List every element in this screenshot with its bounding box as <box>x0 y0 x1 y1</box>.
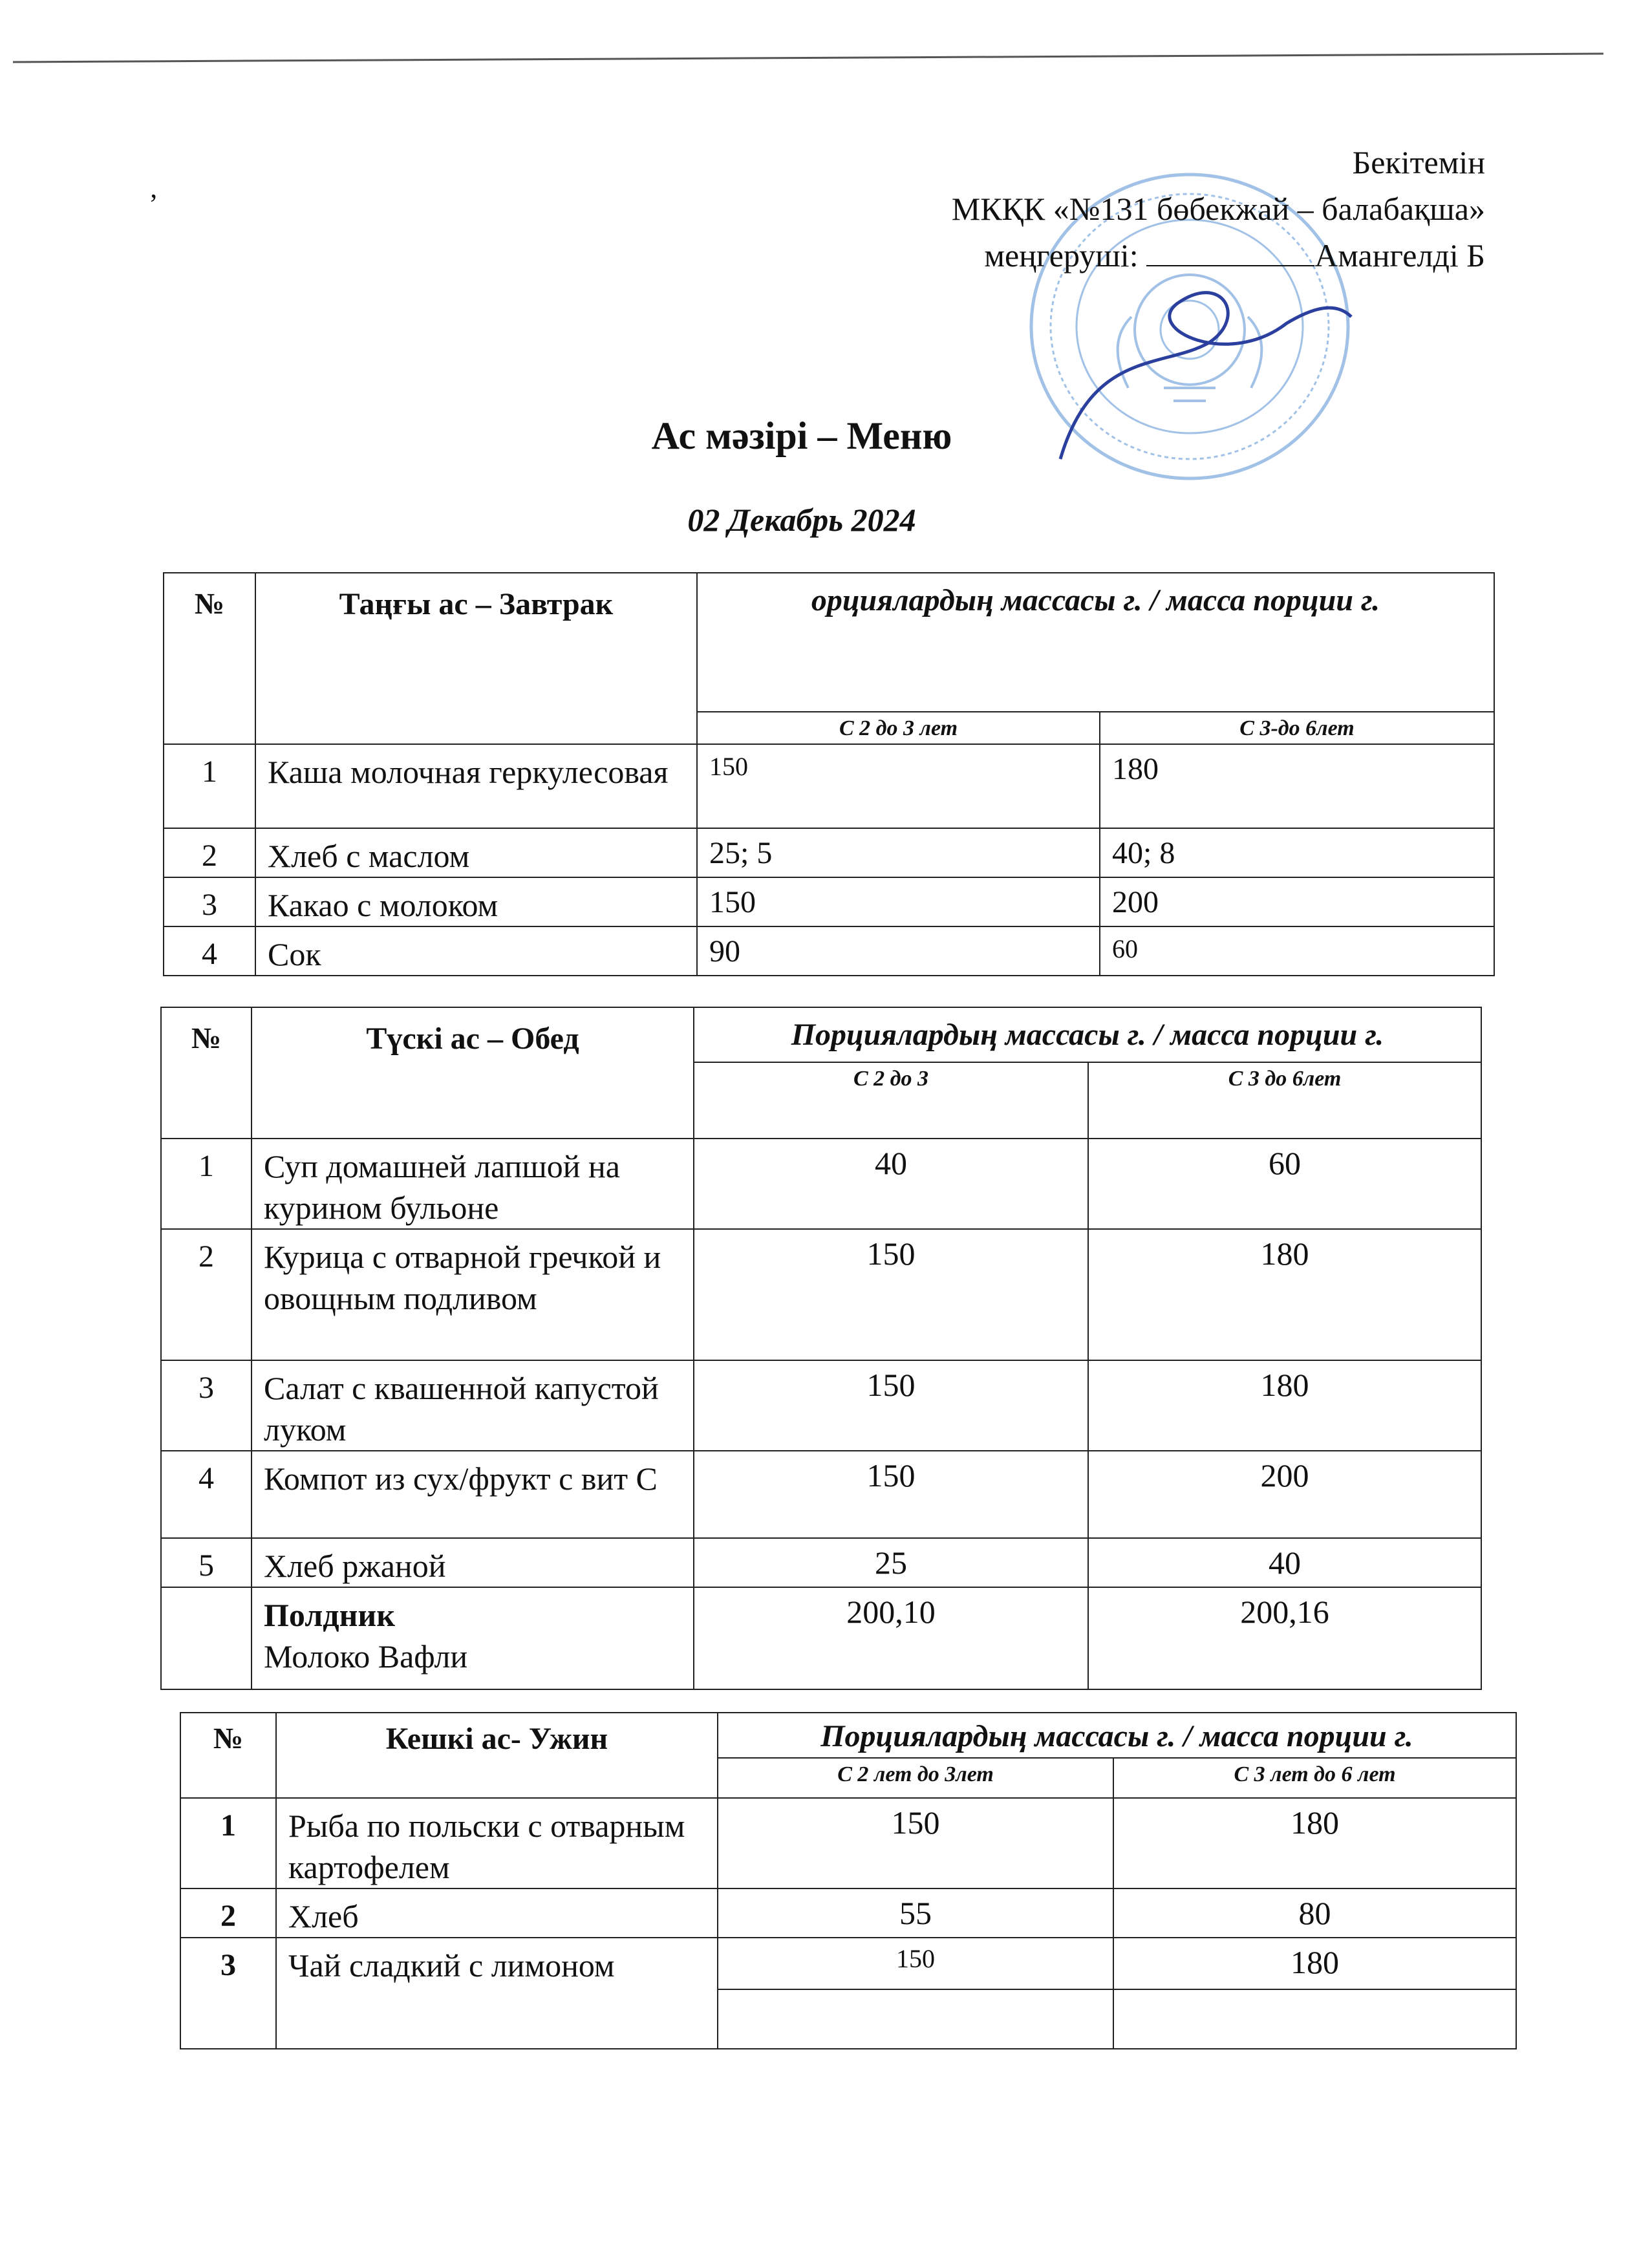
column-number-header: № <box>180 1713 276 1798</box>
portion-age-1: 150 <box>694 1229 1088 1360</box>
dinner-header: Кешкі ас- Ужин <box>276 1713 718 1798</box>
row-number: 2 <box>164 828 255 877</box>
portion-age-1: 90 <box>697 926 1100 976</box>
table-row <box>161 1139 1481 1229</box>
portion-age-2: 180 <box>1088 1360 1481 1451</box>
dinner-table <box>180 1712 1517 2049</box>
dish-name: Суп домашней лапшой на курином бульоне <box>252 1139 694 1229</box>
table-row <box>180 1938 1516 1989</box>
portion-age-1: 25; 5 <box>697 828 1100 877</box>
row-number: 1 <box>161 1139 252 1229</box>
portion-age-2: 60 <box>1100 926 1494 976</box>
table-row <box>180 1798 1516 1888</box>
portion-mass-header: Порциялардың массасы г. / масса порции г. <box>718 1713 1516 1758</box>
portion-age-2: 80 <box>1113 1888 1516 1938</box>
scan-top-border <box>13 53 1603 63</box>
portion-mass-header: орциялардың массасы г. / масса порции г. <box>697 573 1494 712</box>
row-number-empty <box>161 1587 252 1689</box>
dish-name: Сок <box>255 926 697 976</box>
column-number-header: № <box>164 573 255 744</box>
dish-name: Каша молочная геркулесовая <box>255 744 697 828</box>
portion-age-1: 150 <box>694 1360 1088 1451</box>
signature-line <box>1146 237 1314 266</box>
portion-age-2: 200 <box>1088 1451 1481 1538</box>
approval-line-1: Бекітемін <box>1352 144 1485 180</box>
approval-line-2: МКҚК «№131 бөбекжай – балабақша» <box>951 191 1485 227</box>
snack-items: Молоко Вафли <box>264 1638 468 1674</box>
empty-cell <box>1113 1989 1516 2049</box>
dish-name: Хлеб с маслом <box>255 828 697 877</box>
table-row <box>164 744 1494 828</box>
table-row <box>161 1360 1481 1451</box>
snack-title: Полдник <box>264 1597 396 1633</box>
portion-age-2: 180 <box>1088 1229 1481 1360</box>
empty-cell <box>718 1989 1113 2049</box>
portion-age-1: 25 <box>694 1538 1088 1587</box>
portion-age-2: 40 <box>1088 1538 1481 1587</box>
dish-name: Чай сладкий с лимоном <box>276 1938 718 2049</box>
row-number: 4 <box>161 1451 252 1538</box>
row-number: 1 <box>164 744 255 828</box>
lunch-table <box>160 1007 1482 1690</box>
table-row <box>164 877 1494 926</box>
row-number: 2 <box>161 1229 252 1360</box>
snack-portion-age-2: 200,16 <box>1088 1587 1481 1689</box>
age-group-1-header: С 2 лет до 3лет <box>718 1758 1113 1798</box>
dish-name: Хлеб <box>276 1888 718 1938</box>
lunch-header: Түскі ас – Обед <box>252 1007 694 1139</box>
portion-age-2: 60 <box>1088 1139 1481 1229</box>
age-group-1-header: С 2 до 3 <box>694 1062 1088 1139</box>
dish-name: Какао с молоком <box>255 877 697 926</box>
portion-age-2: 40; 8 <box>1100 828 1494 877</box>
menu-date: 02 Декабрь 2024 <box>687 502 916 538</box>
portion-age-1: 150 <box>718 1798 1113 1888</box>
dish-name: Хлеб ржаной <box>252 1538 694 1587</box>
age-group-2-header: С 3-до 6лет <box>1100 712 1494 744</box>
page-title: Ас мәзірі – Меню <box>651 414 952 457</box>
dish-name: Салат с квашенной капустой луком <box>252 1360 694 1451</box>
dish-name: Компот из сух/фрукт с вит С <box>252 1451 694 1538</box>
row-number: 3 <box>161 1360 252 1451</box>
portion-age-2: 180 <box>1113 1938 1516 1989</box>
row-number: 1 <box>180 1798 276 1888</box>
breakfast-table <box>163 572 1495 976</box>
table-row <box>161 1229 1481 1360</box>
portion-age-1: 150 <box>697 877 1100 926</box>
breakfast-header: Таңғы ас – Завтрак <box>255 573 697 744</box>
snack-portion-age-1: 200,10 <box>694 1587 1088 1689</box>
snack-cell <box>252 1587 694 1689</box>
row-number: 5 <box>161 1538 252 1587</box>
portion-age-1: 150 <box>697 744 1100 828</box>
age-group-2-header: С 3 до 6лет <box>1088 1062 1481 1139</box>
dish-name: Рыба по польски с отварным картофелем <box>276 1798 718 1888</box>
portion-age-1: 55 <box>718 1888 1113 1938</box>
stray-mark: ’ <box>149 188 158 220</box>
row-number: 3 <box>164 877 255 926</box>
approval-role: меңгеруші: <box>984 237 1139 273</box>
portion-age-2: 200 <box>1100 877 1494 926</box>
portion-age-2: 180 <box>1113 1798 1516 1888</box>
portion-age-1: 150 <box>694 1451 1088 1538</box>
approval-name: Амангелді Б <box>1314 237 1485 273</box>
approval-line-3 <box>952 232 1485 279</box>
portion-age-1: 40 <box>694 1139 1088 1229</box>
row-number: 2 <box>180 1888 276 1938</box>
table-row <box>164 828 1494 877</box>
row-number: 4 <box>164 926 255 976</box>
portion-mass-header: Порциялардың массасы г. / масса порции г. <box>694 1007 1481 1062</box>
table-row <box>161 1451 1481 1538</box>
portion-age-1: 150 <box>718 1938 1113 1989</box>
dish-name: Курица с отварной гречкой и овощным подливом <box>252 1229 694 1360</box>
portion-age-2: 180 <box>1100 744 1494 828</box>
table-row <box>161 1538 1481 1587</box>
age-group-1-header: С 2 до 3 лет <box>697 712 1100 744</box>
table-row <box>164 926 1494 976</box>
snack-row <box>161 1587 1481 1689</box>
column-number-header: № <box>161 1007 252 1139</box>
table-row <box>180 1888 1516 1938</box>
row-number: 3 <box>180 1938 276 2049</box>
approval-block <box>952 139 1485 279</box>
age-group-2-header: С 3 лет до 6 лет <box>1113 1758 1516 1798</box>
